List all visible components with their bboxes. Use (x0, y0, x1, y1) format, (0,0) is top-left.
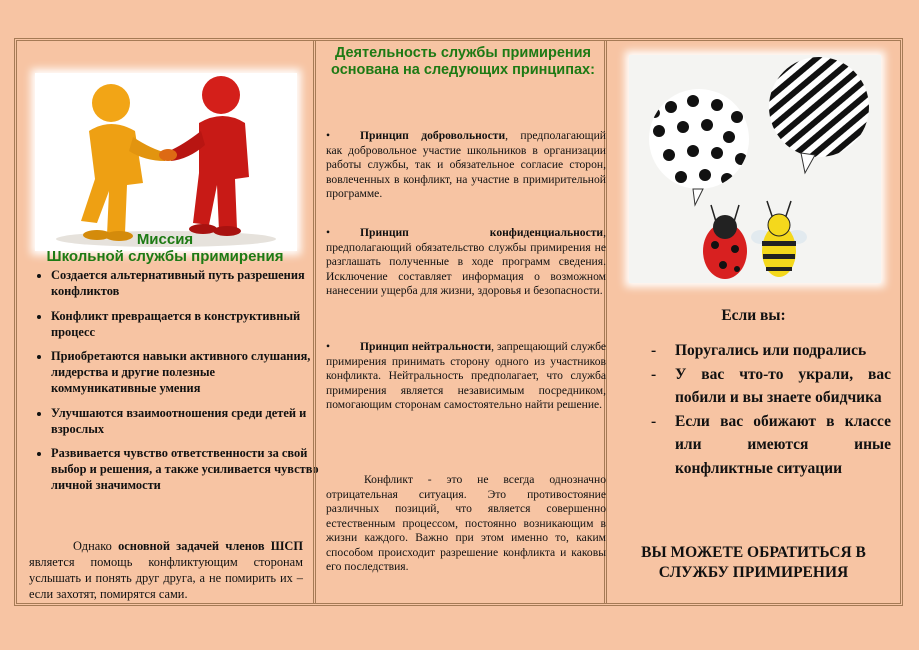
dash-icon: - (651, 412, 657, 430)
list-item (651, 410, 891, 481)
principle-text: , предполагающий как добровольное участие школьников в организации работы службы, так и обязательное согласие сторон, вовлеченных в конфликт, на участие в примирительной программе. (326, 129, 607, 200)
bullet-icon: • (326, 129, 331, 142)
mission-bullet-list (35, 267, 321, 502)
list-item: • Создается альтернативный путь разрешения конфликтов (51, 267, 321, 299)
situation-text: У вас что-то украли, вас побили и вы знаете обидчика (675, 365, 891, 406)
mission-title: Миссия (136, 231, 194, 248)
list-item (651, 339, 891, 363)
main-task-paragraph (29, 538, 303, 602)
principle-title: Принцип нейтральности (360, 340, 492, 353)
list-item: • Приобретаются навыки активного слушания, лидерства и другие полезные коммуникативные умения (51, 348, 321, 396)
list-item (651, 363, 891, 410)
brochure-frame (14, 38, 903, 606)
situation-text: Если вас обижают в классе или имеются иные конфликтные ситуации (675, 412, 891, 477)
conflict-paragraph: Конфликт - это не всегда однозначно отрицательная ситуация. Это противостояние различных позиций, что является совершенно естественным процессом, постоянно возникающим в жизни каждого. Важно при этом именно то, каким способом происходит разрешение конфликта и каковы его последствия. (326, 473, 606, 573)
dash-icon: - (651, 342, 657, 359)
column-contact (607, 41, 900, 603)
principles-heading: Деятельность службы примирения основана на следующих принципах: (331, 45, 595, 78)
if-you-heading: Если вы: (721, 307, 786, 324)
column-principles (313, 41, 607, 603)
principle-confidentiality (326, 226, 606, 299)
list-item: • Развивается чувство ответственности за свой выбор и решения, а также усиливается чувство личной значимости (51, 445, 321, 493)
list-item: • Улучшаются взаимоотношения среди детей и взрослых (51, 405, 321, 437)
mission-subtitle: Школьной службы примирения (46, 248, 284, 265)
principle-title: Принцип конфиденциальности (360, 226, 604, 239)
bullet-icon: • (326, 226, 331, 239)
column-mission (17, 41, 319, 603)
list-item: • Конфликт превращается в конструктивный процесс (51, 308, 321, 340)
dash-icon: - (651, 365, 657, 383)
situations-list (651, 339, 891, 480)
principle-text: , предполагающий обязательство службы примирения не разглашать полученные в ходе программ сведения. Исключение составляет информация о возможном нанесении ущерба для жизни, здоровья и безопасности. (326, 226, 606, 297)
paragraph-emphasis: основной задачей членов ШСП (118, 539, 304, 553)
principle-text: , запрещающий службе примирения принимать сторону одного из участников конфликта. Нейтральность предполагает, что служба примирения является независимым посредником, помогающим сторонам самостоятельно найти решение. (326, 340, 606, 411)
principle-neutrality (326, 340, 606, 413)
handshake-illustration (35, 73, 297, 251)
bullet-icon: • (326, 340, 331, 353)
paragraph-text: Однако (73, 539, 119, 553)
mission-heading (17, 231, 313, 265)
bugs-speech-bubbles-illustration (629, 55, 881, 283)
principle-title: Принцип добровольности (360, 129, 506, 142)
paragraph-text: является помощь конфликтующим сторонам услышать и понять друг друга, а не помирить их – если захотят, помирятся сами. (29, 555, 303, 601)
call-to-action: ВЫ МОЖЕТЕ ОБРАТИТЬСЯ В СЛУЖБУ ПРИМИРЕНИЯ (641, 544, 866, 581)
principle-voluntary (326, 129, 606, 202)
situation-text: Поругались или подрались (675, 342, 867, 359)
